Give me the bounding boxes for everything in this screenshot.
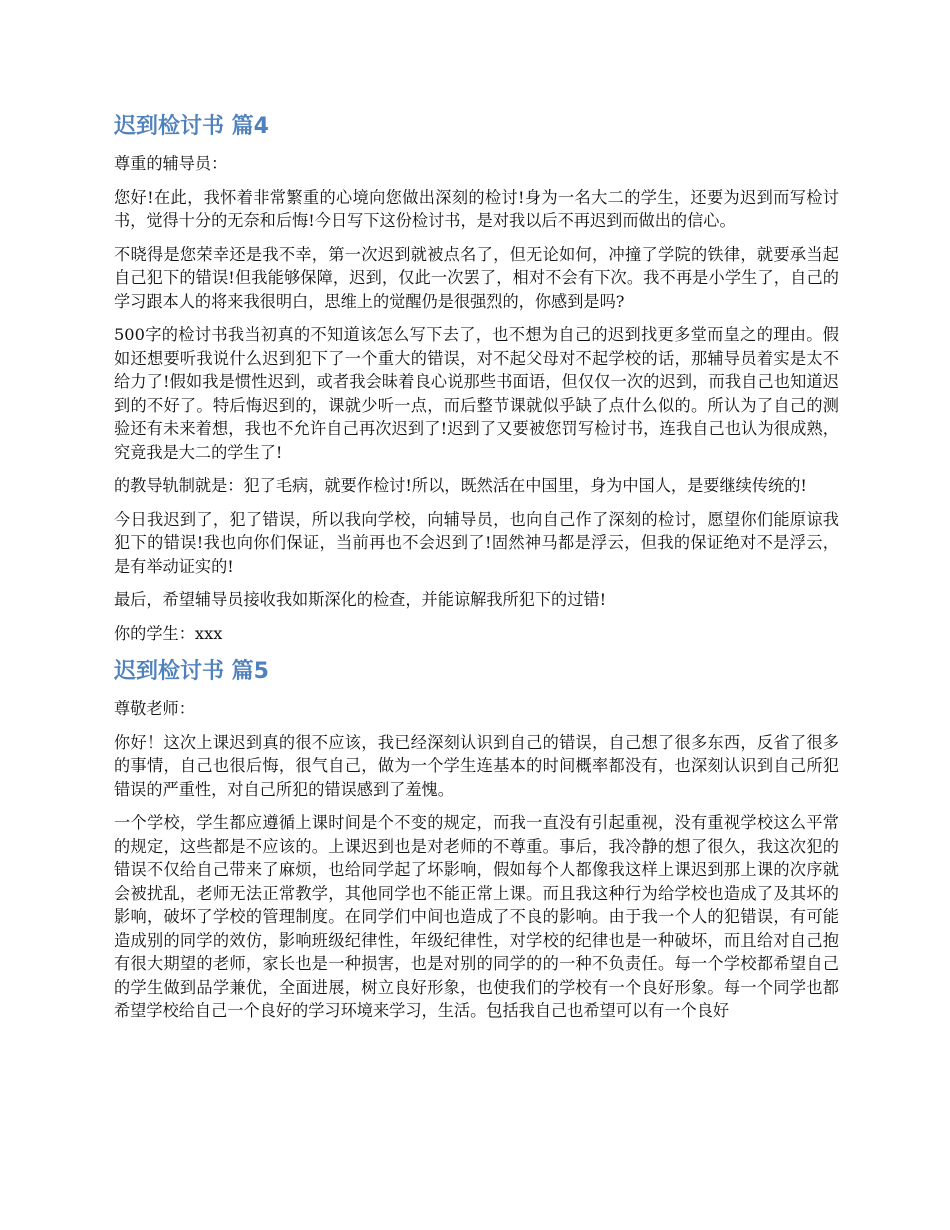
body-paragraph: 您好!在此，我怀着非常繁重的心境向您做出深刻的检讨!身为一名大二的学生，还要为迟到而写检讨书，觉得十分的无奈和后悔!今日写下这份检讨书，是对我以后不再迟到而做出的信心。 [114,187,839,230]
body-paragraph: 500字的检讨书我当初真的不知道该怎么写下去了，也不想为自己的迟到找更多堂而皇之的理由。假如还想要听我说什么迟到犯下了一个重大的错误，对不起父母对不起学校的话，那辅导员着实是太不给力了!假如我是惯性迟到，或者我会昧着良心说那些书面语，但仅仅一次的迟到，而我自己也知道迟到的不好了。特后悔迟到的，课就少听一点，而后整节课就似乎缺了点什么似的。所认为了自己的测验还有未来着想，我也不允许自己再次迟到了!迟到了又要被您罚写检讨书，连我自己也认为很成熟，究竟我是大二的学生了! [114,325,839,462]
salutation: 尊敬老师： [114,699,195,718]
body-paragraph: 不晓得是您荣幸还是我不幸，第一次迟到就被点名了，但无论如何，冲撞了学院的铁律，就要承当起自己犯下的错误!但我能够保障，迟到，仅此一次罢了，相对不会有下次。我不再是小学生了，自己的学习跟本人的将来我很明白，思维上的觉醒仍是很强烈的，你感到是吗? [114,244,839,311]
signature-line: 你的学生：xxx [114,623,223,643]
section-5 [114,655,839,1023]
section-heading: 迟到检讨书 篇4 [114,114,269,139]
body-paragraph: 你好！这次上课迟到真的很不应该，我已经深刻认识到自己的错误，自己想了很多东西，反省了很多的事情，自己也很后悔，很气自己，做为一个学生连基本的时间概率都没有，也深刻认识到自己所犯错误的严重性，对自己所犯的错误感到了羞愧。 [114,732,839,799]
body-paragraph: 最后，希望辅导员接收我如斯深化的检查，并能谅解我所犯下的过错! [114,590,607,609]
document-content [114,110,839,1033]
salutation: 尊重的辅导员： [114,154,228,173]
section-4 [114,110,839,645]
body-paragraph: 一个学校，学生都应遵循上课时间是个不变的规定，而我一直没有引起重视，没有重视学校这么平常的规定，这些都是不应该的。上课迟到也是对老师的不尊重。事后，我冷静的想了很久，我这次犯的错误不仅给自己带来了麻烦，也给同学起了坏影响，假如每个人都像我这样上课迟到那上课的次序就会被扰乱，老师无法正常教学，其他同学也不能正常上课。而且我这种行为给学校也造成了及其坏的影响，破坏了学校的管理制度。在同学们中间也造成了不良的影响。由于我一个人的犯错误，有可能造成别的同学的效仿，影响班级纪律性，年级纪律性，对学校的纪律也是一种破坏，而且给对自己抱有很大期望的老师，家长也是一种损害，也是对别的同学的的一种不负责任。每一个学校都希望自己的学生做到品学兼优，全面进展，树立良好形象，也使我们的学校有一个良好形象。每一个同学也都希望学校给自己一个良好的学习环境来学习，生活。包括我自己也希望可以有一个良好 [114,813,839,1020]
body-paragraph: 的教导轨制就是：犯了毛病，就要作检讨!所以，既然活在中国里，身为中国人，是要继续传统的! [114,476,807,495]
section-heading: 迟到检讨书 篇5 [114,659,269,684]
body-paragraph: 今日我迟到了，犯了错误，所以我向学校，向辅导员，也向自己作了深刻的检讨，愿望你们能原谅我犯下的错误!我也向你们保证，当前再也不会迟到了!固然神马都是浮云，但我的保证绝对不是浮云，是有举动证实的! [114,509,839,576]
